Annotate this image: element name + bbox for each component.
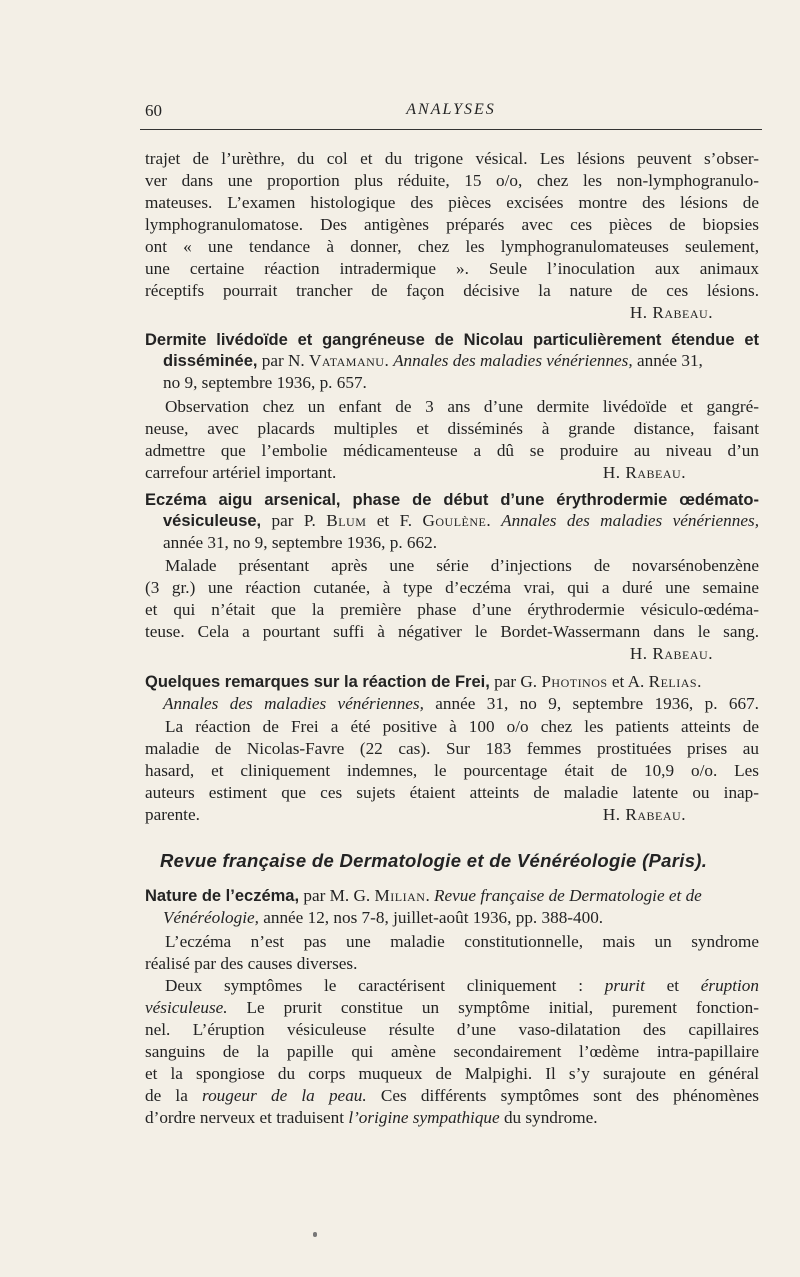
signature: H. Rabeau. (602, 463, 686, 482)
signature: H. Rabeau. (629, 303, 713, 322)
article-title: Eczéma aigu arsenical, phase de début d’une érythrodermie œdémato- (145, 491, 759, 509)
article-citation: disséminée, par N. Vatamanu. Annales des maladies vénériennes, année 31, (163, 351, 703, 370)
text-line: réalisé par des causes diverses. (145, 954, 358, 973)
text-line: hasard, et cliniquement indemnes, le pourcentage était de 10,9 o/o. Les (145, 761, 759, 780)
text-line: mateuses. L’examen histologique des pièces excisées montre des lésions de (145, 193, 759, 212)
text-line: Deux symptômes le caractérisent cliniquement : prurit et éruption (165, 976, 759, 995)
text-line: admettre que l’embolie médicamenteuse a dû se produire au niveau d’un (145, 441, 759, 460)
text-line: Malade présentant après une série d’injections de novarsénobenzène (165, 556, 759, 575)
running-title: ANALYSES (406, 101, 496, 118)
journal-section-heading: Revue française de Dermatologie et de Vénéréologie (Paris). (160, 850, 708, 871)
text-line: réceptifs pourrait trancher de façon décisive la nature de ces lésions. (145, 281, 759, 300)
page-number: 60 (145, 101, 162, 120)
text-line: vésiculeuse. Le prurit constitue un symptôme initial, purement fonction- (145, 998, 759, 1017)
article-title: Quelques remarques sur la réaction de Frei, par G. Photinos et A. Relias. (145, 672, 702, 691)
signature: H. Rabeau. (602, 805, 686, 824)
text-line: carrefour artériel important. (145, 463, 337, 482)
text-line: auteurs estiment que ces sujets étaient atteints de maladie latente ou inap- (145, 783, 759, 802)
text-line: neuse, avec placards multiples et disséminés à grande distance, faisant (145, 419, 759, 438)
article-title: Dermite livédoïde et gangréneuse de Nicolau particulièrement étendue et (145, 331, 759, 349)
text-line: ont « une tendance à donner, chez les lymphogranulomateuses seulement, (145, 237, 759, 256)
article-citation: Vénéréologie, année 12, nos 7-8, juillet-août 1936, pp. 388-400. (163, 908, 604, 927)
article-citation-issue: no 9, septembre 1936, p. 657. (163, 373, 367, 392)
text-line: une certaine réaction intradermique ». Seule l’inoculation aux animaux (145, 259, 759, 278)
text-line: parente. (145, 805, 200, 824)
text-line: et qui n’était que la première phase d’une érythrodermie vésiculo-œdéma- (145, 600, 759, 619)
text-line: sanguins de la papille qui amène secondairement l’œdème intra-papillaire (145, 1042, 759, 1061)
text-line: maladie de Nicolas-Favre (22 cas). Sur 183 femmes prostituées prises au (145, 739, 759, 758)
text-line: ver dans une proportion plus réduite, 15 o/o, chez les non-lymphogranulo- (145, 171, 759, 190)
text-line: Observation chez un enfant de 3 ans d’une dermite livédoïde et gangré- (165, 397, 759, 416)
article-citation: Annales des maladies vénériennes, année 31, no 9, septembre 1936, p. 667. (163, 694, 759, 713)
text-line: lymphogranulomatose. Des antigènes préparés avec ces pièces de biopsies (145, 215, 759, 234)
text-line: teuse. Cela a pourtant suffi à négativer le Bordet-Wassermann dans le sang. (145, 622, 759, 641)
text-line: La réaction de Frei a été positive à 100 o/o chez les patients atteints de (165, 717, 759, 736)
article-citation: vésiculeuse, par P. Blum et F. Goulène. Annales des maladies vénériennes, (163, 511, 759, 530)
article-title: Nature de l’eczéma, par M. G. Milian. Revue française de Dermatologie et de (145, 886, 702, 905)
signature: H. Rabeau. (629, 644, 713, 663)
text-line: (3 gr.) une réaction cutanée, à type d’eczéma vrai, qui a duré une semaine (145, 578, 759, 597)
page-header (140, 99, 762, 130)
text-line: trajet de l’urèthre, du col et du trigone vésical. Les lésions peuvent s’obser- (145, 149, 759, 168)
text-line: de la rougeur de la peau. Ces différents symptômes sont des phénomènes (145, 1086, 759, 1105)
text-line: et la spongiose du corps muqueux de Malpighi. Il s’y surajoute en général (145, 1064, 759, 1083)
text-line: d’ordre nerveux et traduisent l’origine sympathique du syndrome. (145, 1108, 598, 1127)
page-speck (313, 1232, 317, 1237)
text-line: L’eczéma n’est pas une maladie constitutionnelle, mais un syndrome (165, 932, 759, 951)
text-line: nel. L’éruption vésiculeuse résulte d’une vaso-dilatation des capillaires (145, 1020, 759, 1039)
article-citation-issue: année 31, no 9, septembre 1936, p. 662. (163, 533, 437, 552)
